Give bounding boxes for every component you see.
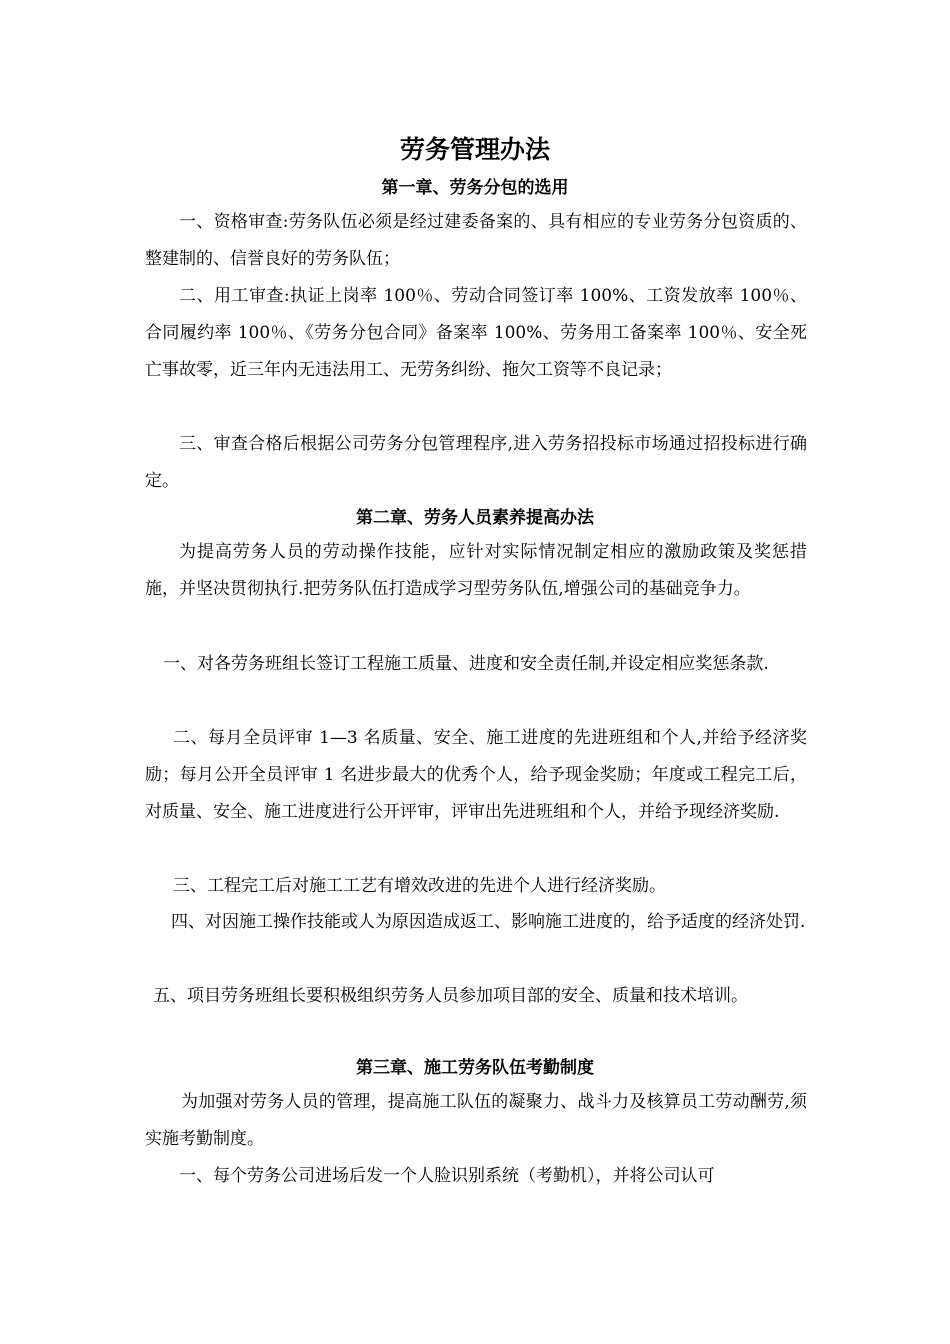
chapter-2-paragraph-3: 三、工程完工后对施工工艺有增效改进的先进个人进行经济奖励。 bbox=[173, 876, 666, 896]
chapter-1-paragraph-2: 二、用工审查:执证上岗率 100％、劳动合同签订率 100%、工资发放率 100％、合同履约率 100％、《劳务分包合同》备案率 100%、劳务用工备案率 100％、安全死亡事故零，近三年内无违法用工、无劳务纠纷、拖欠工资等不良记录； bbox=[145, 286, 807, 380]
chapter-2-paragraph-5: 五、项目劳务班组长要积极组织劳务人员参加项目部的安全、质量和技术培训。 bbox=[153, 986, 748, 1006]
chapter-2-intro: 为提高劳务人员的劳动操作技能，应针对实际情况制定相应的激励政策及奖惩措施，并坚决贯彻执行.把劳务队伍打造成学习型劳务队伍,增强公司的基础竞争力。 bbox=[145, 542, 807, 599]
chapter-1-heading: 第一章、劳务分包的选用 bbox=[381, 178, 569, 198]
chapter-2-paragraph-1: 一、对各劳务班组长签订工程施工质量、进度和安全责任制,并设定相应奖惩条款. bbox=[163, 654, 769, 674]
document-title: 劳务管理办法 bbox=[399, 135, 550, 164]
chapter-1-paragraph-3: 三、审查合格后根据公司劳务分包管理程序,进入劳务招投标市场通过招投标进行确定。 bbox=[145, 434, 807, 491]
chapter-2-paragraph-4: 四、对因施工操作技能或人为原因造成返工、影响施工进度的，给予适度的经济处罚. bbox=[171, 912, 806, 932]
chapter-2-paragraph-2: 二、每月全员评审 1—3 名质量、安全、施工进度的先进班组和个人,并给予经济奖励；每月公开全员评审 1 名进步最大的优秀个人，给予现金奖励；年度或工程完工后，对质量、安全、施工进度进行公开评审，评审出先进班组和个人，并给予现经济奖励. bbox=[145, 728, 807, 822]
chapter-3-heading: 第三章、施工劳务队伍考勤制度 bbox=[356, 1058, 594, 1078]
chapter-1-paragraph-1: 一、资格审查:劳务队伍必须是经过建委备案的、具有相应的专业劳务分包资质的、整建制的、信誉良好的劳务队伍； bbox=[145, 212, 807, 269]
chapter-3-paragraph-1: 一、每个劳务公司进场后发一个人脸识别系统（考勤机），并将公司认可 bbox=[179, 1166, 715, 1186]
chapter-3-intro: 为加强对劳务人员的管理，提高施工队伍的凝聚力、战斗力及核算员工劳动酬劳,须实施考勤制度。 bbox=[145, 1092, 807, 1149]
chapter-2-heading: 第二章、劳务人员素养提高办法 bbox=[356, 508, 594, 528]
